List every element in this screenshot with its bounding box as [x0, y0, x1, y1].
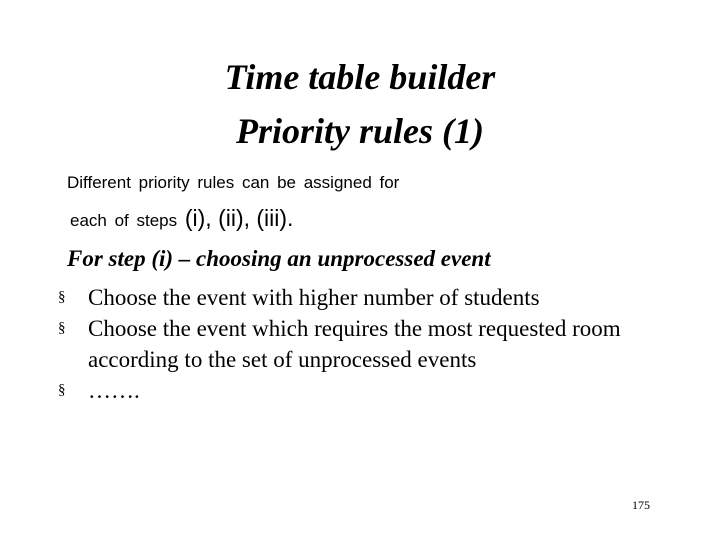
bullet-text: Choose the event with higher number of students: [88, 285, 540, 310]
intro-steps: (i), (ii), (iii).: [184, 205, 294, 231]
bullet-text: …….: [88, 378, 140, 403]
bullet-item: [58, 313, 658, 375]
bullet-item: [58, 375, 658, 406]
bullet-marker-icon: §: [58, 382, 66, 398]
slide-title-line-2: Priority rules (1): [236, 111, 484, 151]
intro-text-prefix: each of steps: [70, 211, 178, 230]
intro-text-line-2: [70, 205, 293, 232]
bullet-marker-icon: §: [58, 289, 66, 305]
bullet-text: Choose the event which requires the most requested room according to the set of unprocessed events: [88, 316, 621, 372]
slide-title: [0, 50, 720, 158]
intro-text-line-1: Different priority rules can be assigned for: [67, 173, 400, 192]
bullet-item: [58, 282, 658, 313]
bullet-marker-icon: §: [58, 320, 66, 336]
page-number: 175: [632, 498, 650, 512]
slide-title-line-1: Time table builder: [224, 57, 496, 97]
step-subheading: For step (i) – choosing an unprocessed event: [67, 246, 491, 271]
bullet-list: [58, 282, 658, 406]
